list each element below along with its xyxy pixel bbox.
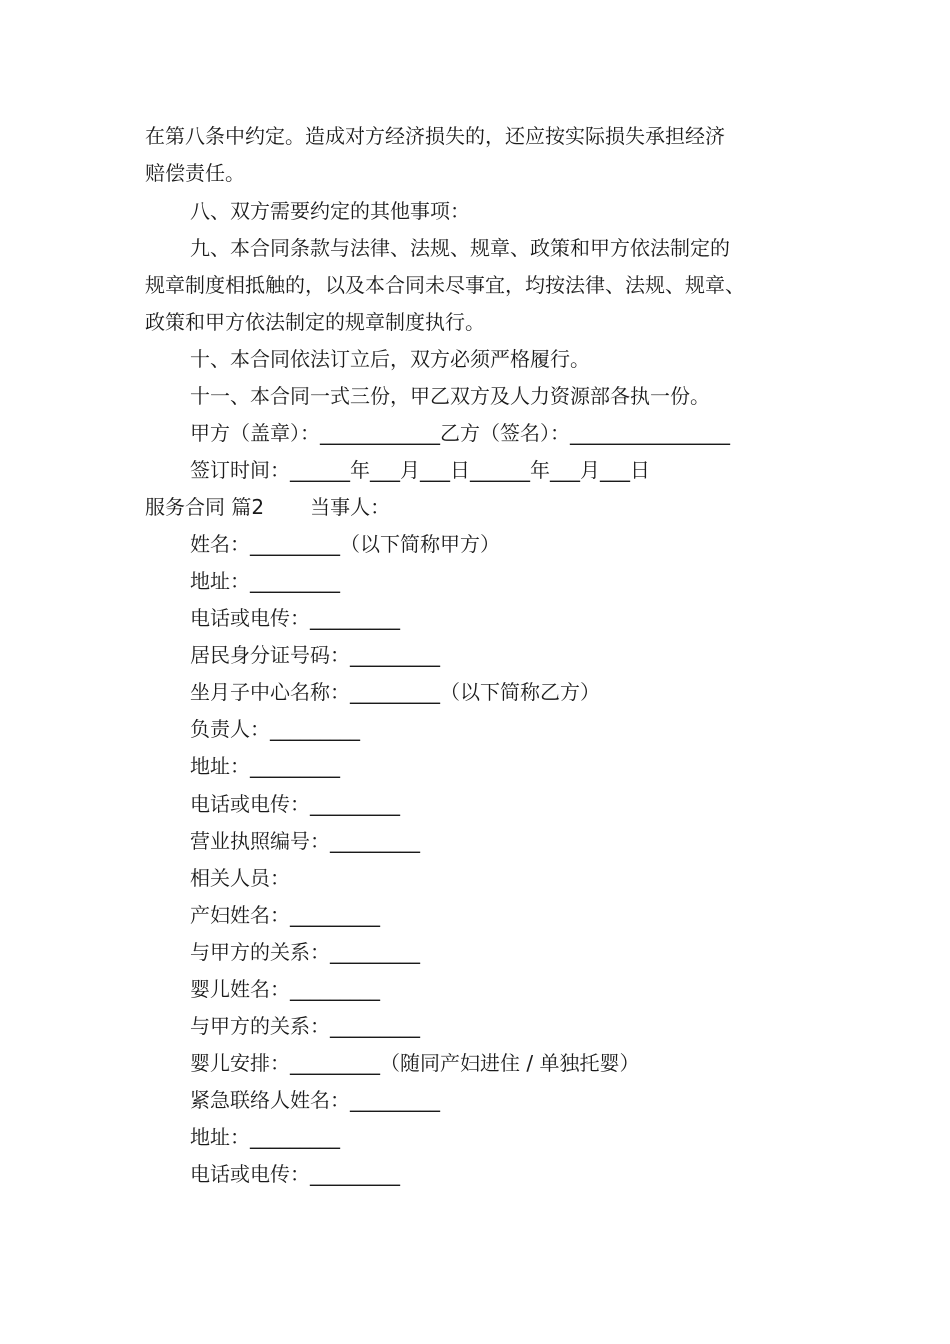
clause-8: 八、双方需要约定的其他事项： [190,199,470,223]
clause-10: 十、本合同依法订立后，双方必须严格履行。 [190,347,590,371]
paragraph-line: 在第八条中约定。造成对方经济损失的，还应按实际损失承担经济 [145,124,725,148]
field-line: 居民身分证号码：_________ [190,643,440,667]
signature-line: 甲方（盖章）：____________乙方（签名）：________________ [190,421,730,445]
sign-date-line: 签订时间：______年___月___日______年___月___日 [190,458,650,482]
field-line: 与甲方的关系：_________ [190,940,420,964]
field-line: 地址：_________ [190,569,340,593]
field-line: 营业执照编号：_________ [190,829,420,853]
field-line: 相关人员： [190,866,290,890]
paragraph-line: 赔偿责任。 [145,161,245,185]
field-line: 电话或电传：_________ [190,792,400,816]
field-line: 婴儿姓名：_________ [190,977,380,1001]
clause-9-line: 规章制度相抵触的，以及本合同未尽事宜，均按法律、法规、规章、 [145,273,745,297]
section-title: 服务合同 篇2 [145,495,265,519]
field-line: 产妇姓名：_________ [190,903,380,927]
field-line: 紧急联络人姓名：_________ [190,1088,440,1112]
field-line: 电话或电传：_________ [190,1162,400,1186]
clause-11: 十一、本合同一式三份，甲乙双方及人力资源部各执一份。 [190,384,710,408]
clause-9-line: 九、本合同条款与法律、法规、规章、政策和甲方依法制定的 [190,236,730,260]
field-line: 电话或电传：_________ [190,606,400,630]
field-line: 地址：_________ [190,754,340,778]
field-line: 婴儿安排：_________（随同产妇进住 / 单独托婴） [190,1051,640,1075]
field-line: 地址：_________ [190,1125,340,1149]
clause-9-line: 政策和甲方依法制定的规章制度执行。 [145,310,485,334]
field-line: 与甲方的关系：_________ [190,1014,420,1038]
field-line: 坐月子中心名称：_________（以下简称乙方） [190,680,600,704]
parties-label: 当事人： [310,495,391,519]
field-line: 负责人：_________ [190,717,360,741]
field-line: 姓名：_________（以下简称甲方） [190,532,500,556]
section-heading [145,493,825,521]
